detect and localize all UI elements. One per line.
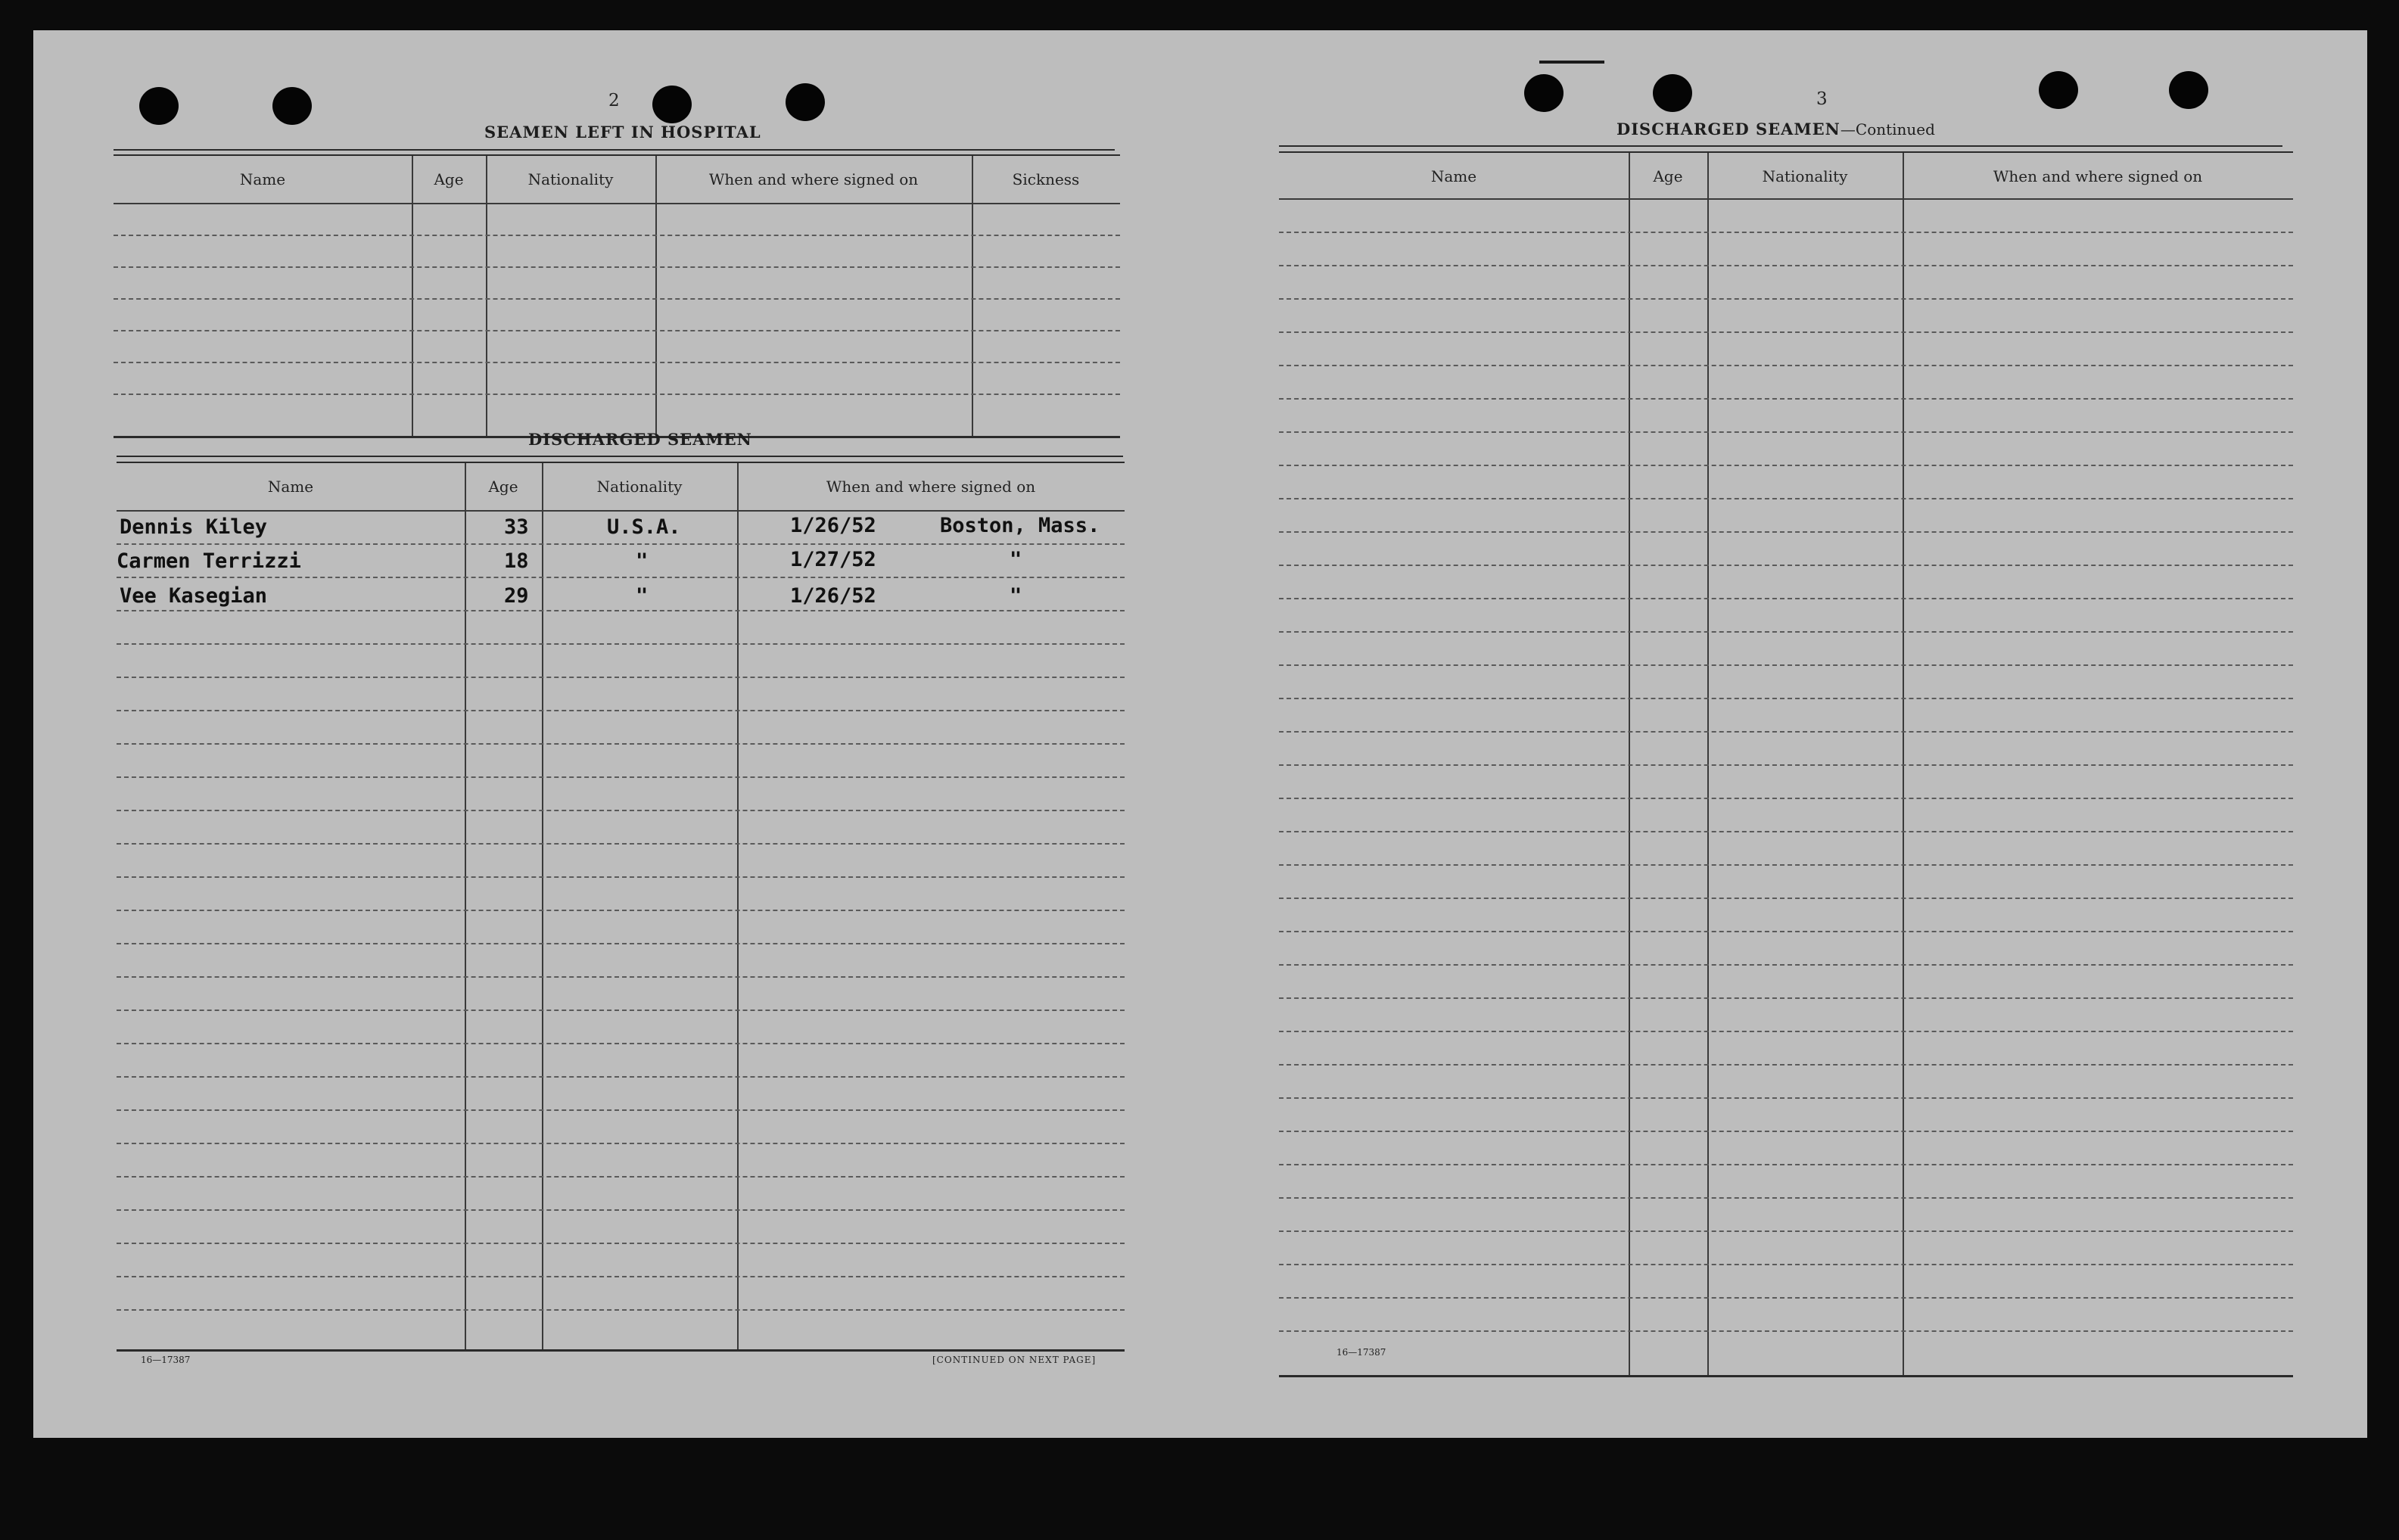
seaman-age: 33: [504, 515, 529, 539]
row-line: [117, 643, 1125, 645]
row-line: [1279, 1330, 2293, 1332]
punch-hole: [1524, 74, 1564, 112]
discharged-section-title: DISCHARGED SEAMEN: [528, 430, 752, 449]
row-line: [1279, 365, 2293, 366]
signed-on-place: Boston, Mass.: [940, 514, 1100, 537]
signed-on-date: 1/26/52: [790, 584, 876, 608]
column-divider: [972, 156, 973, 438]
row-line: [1279, 698, 2293, 699]
row-line: [1279, 465, 2293, 466]
discharged-continued-table: [1279, 151, 2293, 1377]
signed-on-date: 1/27/52: [790, 548, 876, 571]
row-line: [117, 577, 1125, 578]
form-number: 16—17387: [1336, 1347, 1386, 1358]
column-divider: [737, 463, 739, 1352]
row-line: [117, 910, 1125, 911]
header-underline: [1279, 198, 2293, 200]
row-line: [1279, 1230, 2293, 1232]
column-header-name: Name: [267, 478, 314, 496]
row-line: [1279, 298, 2293, 300]
row-line: [1279, 598, 2293, 599]
page-number: 2: [608, 91, 620, 110]
row-line: [117, 610, 1125, 611]
column-divider: [465, 463, 466, 1352]
title-suffix: —Continued: [1840, 120, 1935, 138]
row-line: [114, 362, 1120, 363]
hospital-table: [114, 154, 1120, 438]
row-line: [117, 1043, 1125, 1044]
row-line: [1279, 631, 2293, 633]
seaman-age: 18: [504, 549, 529, 573]
row-line: [1279, 1164, 2293, 1165]
row-line: [1279, 565, 2293, 566]
row-line: [1279, 864, 2293, 866]
row-line: [117, 743, 1125, 745]
continued-note: [CONTINUED ON NEXT PAGE]: [932, 1355, 1097, 1365]
row-line: [1279, 1031, 2293, 1032]
row-line: [117, 810, 1125, 811]
row-line: [1279, 1064, 2293, 1066]
row-line: [1279, 1131, 2293, 1132]
column-header-signed-on: When and where signed on: [826, 478, 1036, 496]
signed-on-place: ": [1010, 584, 1022, 608]
column-divider: [486, 156, 487, 438]
seaman-name: Vee Kasegian: [120, 584, 268, 608]
row-line: [1279, 1264, 2293, 1265]
row-line: [117, 876, 1125, 878]
row-line: [1279, 1197, 2293, 1199]
seaman-name: Dennis Kiley: [120, 515, 268, 539]
seaman-name: Carmen Terrizzi: [117, 549, 301, 573]
punch-hole: [272, 87, 312, 125]
row-line: [114, 266, 1120, 268]
row-line: [117, 976, 1125, 978]
row-line: [117, 1209, 1125, 1211]
column-header-name: Name: [239, 170, 286, 188]
row-line: [1279, 731, 2293, 733]
row-line: [1279, 1097, 2293, 1099]
row-line: [117, 543, 1125, 545]
seaman-age: 29: [504, 584, 529, 608]
row-line: [1279, 331, 2293, 333]
column-header-name: Name: [1430, 167, 1477, 185]
row-line: [117, 677, 1125, 678]
row-line: [114, 298, 1120, 300]
row-line: [1279, 265, 2293, 266]
row-line: [114, 394, 1120, 395]
signed-on-date: 1/26/52: [790, 514, 876, 537]
left-page: [33, 30, 1191, 1438]
row-line: [1279, 498, 2293, 499]
punch-hole: [139, 87, 179, 125]
row-line: [117, 776, 1125, 778]
double-rule: [117, 456, 1123, 457]
row-line: [117, 843, 1125, 845]
row-line: [117, 1276, 1125, 1277]
column-divider: [412, 156, 413, 438]
punch-hole: [2169, 71, 2208, 109]
column-header-age: Age: [1653, 167, 1683, 185]
column-header-nationality: Nationality: [527, 170, 614, 188]
row-line: [117, 710, 1125, 711]
column-header-nationality: Nationality: [1762, 167, 1848, 185]
row-line: [1279, 831, 2293, 832]
row-line: [1279, 798, 2293, 799]
row-line: [1279, 764, 2293, 766]
header-underline: [117, 510, 1125, 512]
row-line: [117, 1243, 1125, 1244]
row-line: [114, 330, 1120, 331]
document-sheet: [33, 30, 2367, 1438]
seaman-nationality: U.S.A.: [607, 515, 681, 539]
column-divider: [542, 463, 543, 1352]
title-main: DISCHARGED SEAMEN: [1616, 120, 1840, 138]
column-header-age: Age: [488, 478, 518, 496]
row-line: [114, 235, 1120, 236]
row-line: [1279, 398, 2293, 400]
discharged-table: [117, 462, 1125, 1352]
row-line: [1279, 232, 2293, 233]
seaman-nationality: ": [636, 549, 649, 573]
table-bottom-rule: [1279, 1375, 2293, 1377]
table-bottom-rule: [117, 1349, 1125, 1352]
page-number: 3: [1816, 89, 1828, 109]
row-line: [117, 943, 1125, 944]
row-line: [1279, 531, 2293, 533]
header-underline: [114, 203, 1120, 204]
row-line: [117, 1143, 1125, 1144]
row-line: [1279, 997, 2293, 999]
double-rule: [114, 149, 1115, 151]
form-number: 16—17387: [141, 1355, 191, 1365]
row-line: [1279, 931, 2293, 932]
column-header-signed-on: When and where signed on: [708, 170, 919, 188]
punch-hole: [786, 83, 825, 121]
row-line: [117, 1309, 1125, 1311]
row-line: [117, 1176, 1125, 1178]
punch-hole: [1653, 74, 1692, 112]
punch-hole: [2039, 71, 2078, 109]
punch-hole: [652, 86, 692, 123]
column-header-signed-on: When and where signed on: [1993, 167, 2203, 185]
column-divider: [655, 156, 657, 438]
row-line: [117, 1109, 1125, 1111]
seaman-nationality: ": [636, 584, 649, 608]
double-rule: [1279, 145, 2282, 147]
row-line: [1279, 898, 2293, 899]
row-line: [1279, 964, 2293, 966]
column-header-sickness: Sickness: [1012, 170, 1080, 188]
row-line: [117, 1076, 1125, 1078]
right-page: [1191, 30, 2367, 1438]
row-line: [1279, 664, 2293, 666]
row-line: [117, 1010, 1125, 1011]
row-line: [1279, 1297, 2293, 1299]
row-line: [1279, 431, 2293, 433]
ink-mark: [1539, 61, 1604, 64]
column-header-nationality: Nationality: [596, 478, 683, 496]
hospital-section-title: SEAMEN LEFT IN HOSPITAL: [484, 123, 761, 142]
column-header-age: Age: [434, 170, 464, 188]
signed-on-place: ": [1010, 548, 1022, 571]
discharged-continued-title: [1616, 120, 1935, 138]
